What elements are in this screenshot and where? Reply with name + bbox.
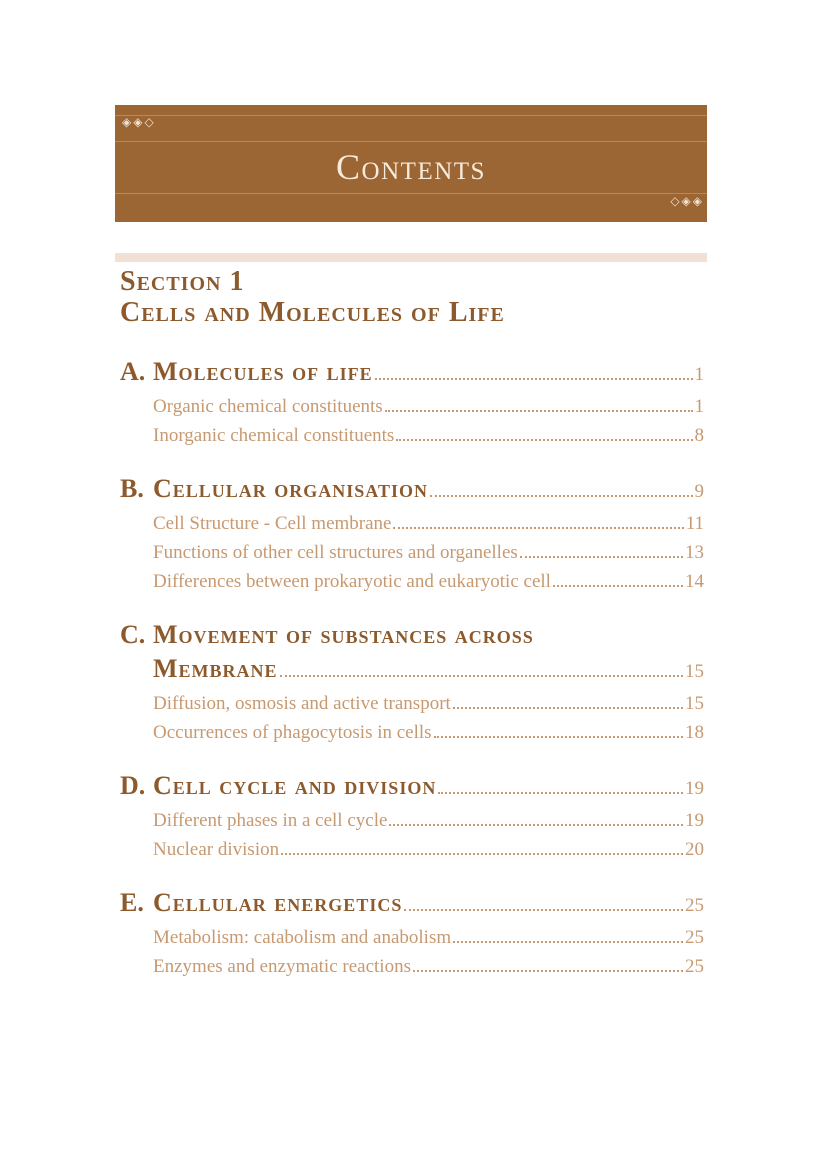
chapter-letter: C.	[120, 620, 146, 649]
entry-title: Organic chemical constituents	[153, 396, 383, 417]
toc-entry[interactable]	[153, 952, 704, 981]
entry-title: Inorganic chemical constituents	[153, 425, 395, 446]
banner-rule	[115, 115, 707, 116]
entry-title: Occurrences of phagocytosis in cells	[153, 722, 432, 743]
toc-entry[interactable]	[153, 718, 704, 747]
entry-title: Differences between prokaryotic and eukaryotic cell	[153, 571, 551, 592]
section-number: Section 1	[120, 266, 245, 297]
dot-leader	[434, 736, 683, 738]
dot-leader	[453, 941, 683, 943]
entry-page: 25	[685, 927, 704, 948]
page-title: Contents	[336, 147, 486, 187]
entry-title: Nuclear division	[153, 839, 280, 860]
entry-page: 15	[685, 693, 704, 714]
chapter-page: 19	[685, 778, 704, 799]
contents-banner	[115, 105, 707, 222]
entry-page: 14	[685, 571, 704, 592]
chapter-letter: D.	[120, 771, 146, 800]
dot-leader	[553, 585, 683, 587]
toc-entry[interactable]	[153, 538, 704, 567]
entry-title: Different phases in a cell cycle	[153, 810, 388, 831]
banner-rule	[115, 141, 707, 142]
toc-entry[interactable]	[153, 567, 704, 596]
dot-leader	[281, 853, 683, 855]
dot-leader	[520, 556, 683, 558]
entry-page: 11	[685, 513, 704, 534]
entry-title: Diffusion, osmosis and active transport	[153, 693, 451, 714]
entry-page: 1	[694, 396, 704, 417]
chapter-c	[120, 618, 704, 747]
toc-entry[interactable]	[153, 806, 704, 835]
dot-leader	[404, 909, 683, 911]
diamond-ornament-icon: ◈◈◇	[122, 115, 156, 129]
entry-title: Metabolism: catabolism and anabolism	[153, 927, 452, 948]
chapter-d	[120, 769, 704, 864]
chapter-e	[120, 886, 704, 981]
banner-rule	[115, 193, 707, 194]
chapter-title[interactable]: Cell cycle and division	[153, 771, 437, 800]
chapter-page: 15	[685, 661, 704, 682]
toc-entry[interactable]	[153, 509, 704, 538]
entry-page: 18	[685, 722, 704, 743]
entry-title: Cell Structure - Cell membrane	[153, 513, 392, 534]
section-divider	[115, 253, 707, 262]
dot-leader	[280, 675, 683, 677]
chapter-title[interactable]: Cellular energetics	[153, 888, 403, 917]
section-title: Cells and Molecules of Life	[120, 297, 505, 328]
chapter-a	[120, 355, 704, 450]
chapter-letter: B.	[120, 474, 144, 503]
dot-leader	[453, 707, 683, 709]
entry-page: 20	[685, 839, 704, 860]
toc-entry[interactable]	[153, 923, 704, 952]
chapter-page: 1	[694, 364, 704, 385]
entry-title: Enzymes and enzymatic reactions	[153, 956, 411, 977]
dot-leader	[413, 970, 683, 972]
toc-entry[interactable]	[153, 392, 704, 421]
dot-leader	[396, 439, 692, 441]
entry-page: 25	[685, 956, 704, 977]
entry-title: Functions of other cell structures and organelles	[153, 542, 518, 563]
chapter-title-line1[interactable]: Movement of substances across	[153, 620, 534, 649]
toc-entry[interactable]	[153, 421, 704, 450]
entry-page: 19	[685, 810, 704, 831]
chapter-title-line2[interactable]: Membrane	[153, 654, 278, 683]
toc-entry[interactable]	[153, 835, 704, 864]
toc-entry[interactable]	[153, 689, 704, 718]
dot-leader	[389, 824, 683, 826]
table-of-contents	[120, 355, 704, 1003]
chapter-page: 9	[694, 481, 704, 502]
chapter-page: 25	[685, 895, 704, 916]
chapter-letter: E.	[120, 888, 144, 917]
entry-page: 8	[694, 425, 704, 446]
entry-page: 13	[685, 542, 704, 563]
chapter-title[interactable]: Cellular organisation	[153, 474, 428, 503]
dot-leader	[385, 410, 693, 412]
diamond-ornament-icon: ◇◈◈	[670, 194, 704, 208]
chapter-b	[120, 472, 704, 596]
dot-leader	[375, 378, 693, 380]
chapter-letter: A.	[120, 357, 146, 386]
dot-leader	[438, 792, 683, 794]
chapter-title[interactable]: Molecules of life	[153, 357, 373, 386]
section-heading	[120, 266, 505, 328]
dot-leader	[393, 527, 683, 529]
dot-leader	[430, 495, 693, 497]
